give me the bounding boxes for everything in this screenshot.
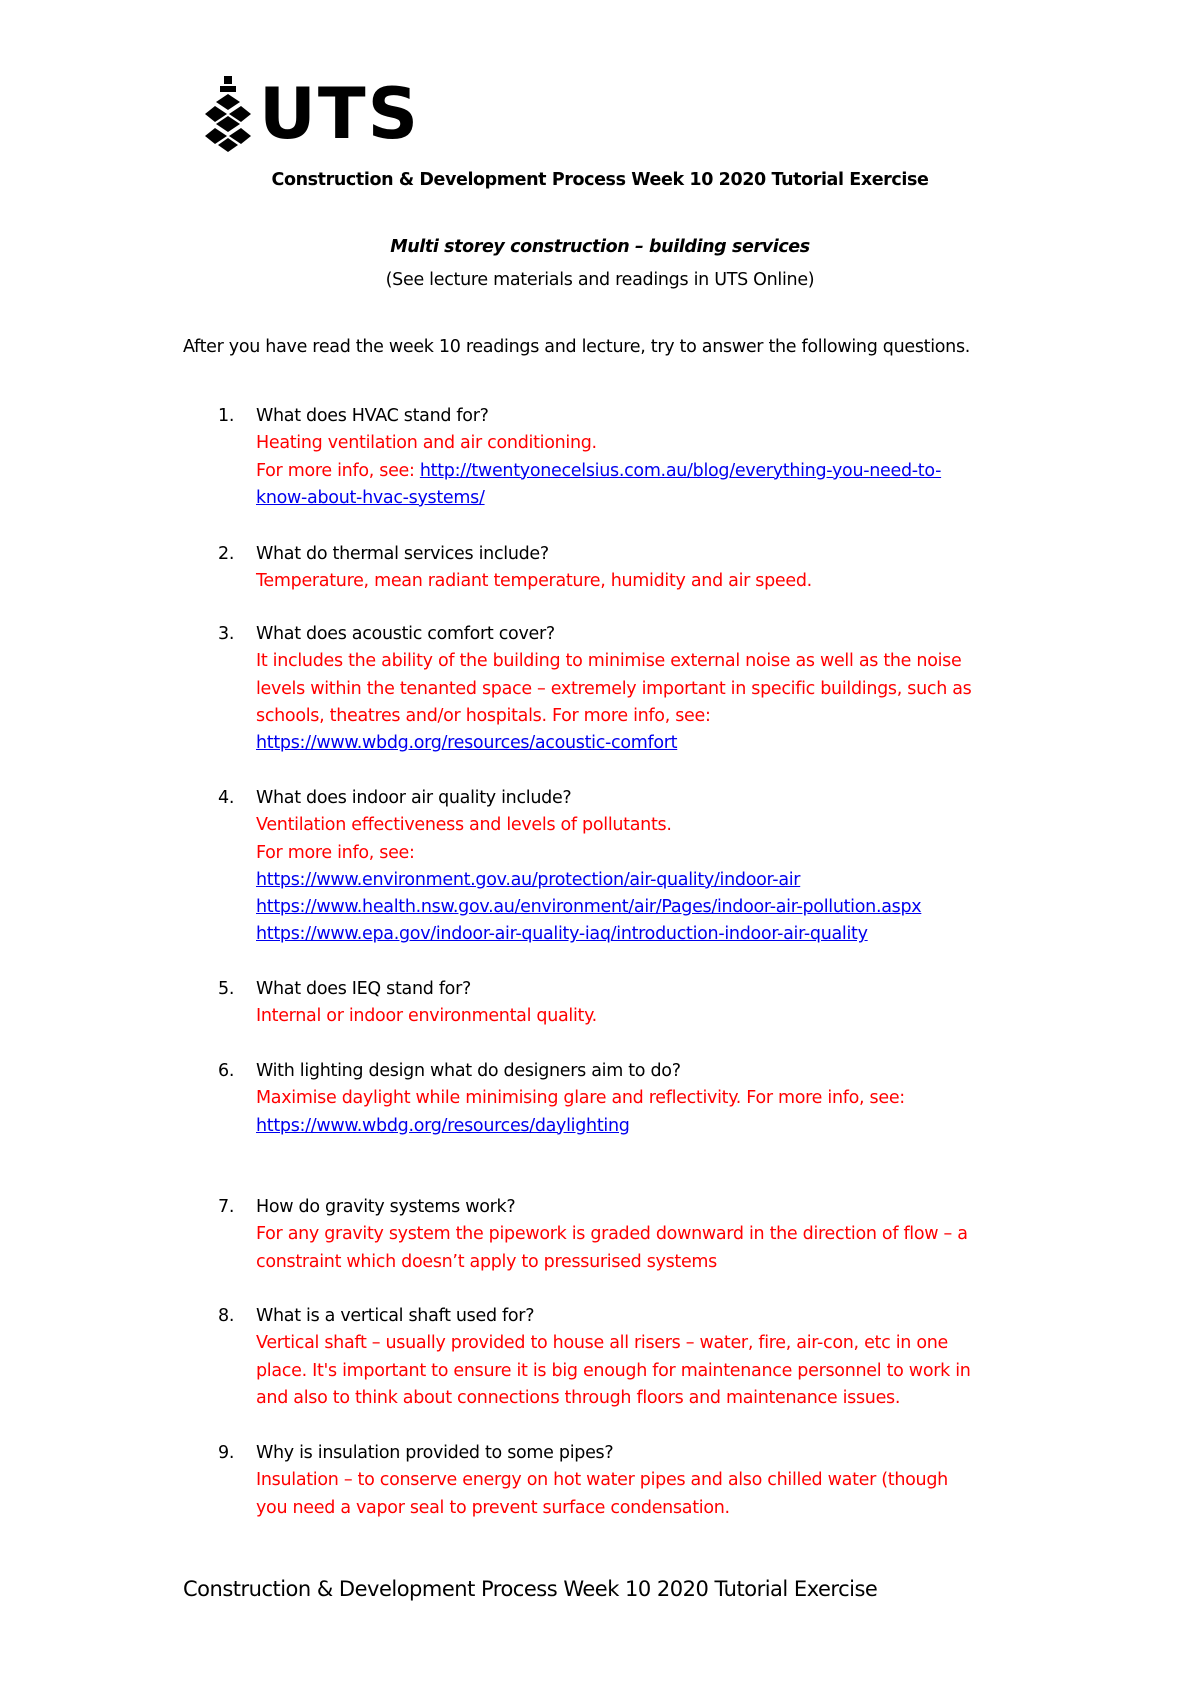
environment-gov-link[interactable]: https://www.environment.gov.au/protection/air-quality/indoor-air (256, 869, 801, 890)
question-text: What does IEQ stand for? (256, 979, 471, 999)
answer-text: and also to think about connections through floors and maintenance issues. (256, 1387, 901, 1408)
answer-text: schools, theatres and/or hospitals. For more info, see: (256, 705, 711, 726)
question-text: What is a vertical shaft used for? (256, 1306, 535, 1326)
acoustic-comfort-link[interactable]: https://www.wbdg.org/resources/acoustic-comfort (256, 733, 678, 754)
answer-text: Heating ventilation and air conditioning. (256, 433, 597, 454)
answer-text: Temperature, mean radiant temperature, humidity and air speed. (256, 571, 812, 592)
answer-text: For any gravity system the pipework is graded downward in the direction of flow – a (256, 1224, 968, 1245)
hvac-link[interactable]: http://twentyonecelsius.com.au/blog/everything-you-need-to- (419, 460, 942, 481)
health-nsw-link[interactable]: https://www.health.nsw.gov.au/environment/air/Pages/indoor-air-pollution.aspx (256, 897, 922, 918)
answer-text: For more info, see: (256, 842, 415, 863)
document-title: Construction & Development Process Week 10 2020 Tutorial Exercise (271, 170, 929, 190)
question-text: With lighting design what do designers aim to do? (256, 1061, 681, 1081)
question-number: 9. (218, 1443, 235, 1463)
question-text: Why is insulation provided to some pipes? (256, 1443, 614, 1463)
question-text: What does HVAC stand for? (256, 406, 489, 426)
answer-text: Maximise daylight while minimising glare and reflectivity. For more info, see: (256, 1088, 905, 1109)
question-text: What does indoor air quality include? (256, 788, 572, 808)
hvac-link-continued[interactable]: know-about-hvac-systems/ (256, 487, 485, 508)
question-number: 2. (218, 544, 235, 564)
question-number: 7. (218, 1197, 235, 1217)
question-number: 5. (218, 979, 235, 999)
question-number: 3. (218, 624, 235, 644)
answer-text: you need a vapor seal to prevent surface condensation. (256, 1497, 730, 1518)
logo-wordmark: UTS (259, 73, 421, 155)
daylighting-link[interactable]: https://www.wbdg.org/resources/daylighting (256, 1115, 630, 1136)
answer-text: Internal or indoor environmental quality. (256, 1006, 597, 1027)
question-text: How do gravity systems work? (256, 1197, 516, 1217)
answer-text: Vertical shaft – usually provided to house all risers – water, fire, air-con, etc in one (256, 1333, 948, 1354)
epa-link[interactable]: https://www.epa.gov/indoor-air-quality-iaq/introduction-indoor-air-quality (256, 924, 868, 945)
reference-note: (See lecture materials and readings in UTS Online) (385, 270, 815, 290)
uts-logo (205, 73, 421, 155)
answer-text: place. It's important to ensure it is big enough for maintenance personnel to work in (256, 1360, 971, 1381)
answer-text: It includes the ability of the building to minimise external noise as well as the noise (256, 651, 962, 672)
question-text: What does acoustic comfort cover? (256, 624, 555, 644)
page-footer: Construction & Development Process Week 10 2020 Tutorial Exercise (183, 1577, 878, 1601)
question-number: 6. (218, 1061, 235, 1081)
more-info-label: For more info, see: (256, 460, 420, 481)
intro-text: After you have read the week 10 readings and lecture, try to answer the following questions. (183, 337, 971, 357)
answer-text: levels within the tenanted space – extremely important in specific buildings, such as (256, 678, 972, 699)
answer-text: Insulation – to conserve energy on hot water pipes and also chilled water (though (256, 1470, 948, 1491)
question-number: 8. (218, 1306, 235, 1326)
uts-crest-icon (205, 76, 251, 152)
document-subtitle: Multi storey construction – building services (390, 237, 810, 257)
question-number: 4. (218, 788, 235, 808)
question-text: What do thermal services include? (256, 544, 549, 564)
answer-text: Ventilation effectiveness and levels of pollutants. (256, 815, 672, 836)
answer-text: constraint which doesn’t apply to pressurised systems (256, 1251, 717, 1272)
answer-text (256, 458, 1036, 485)
question-number: 1. (218, 406, 235, 426)
